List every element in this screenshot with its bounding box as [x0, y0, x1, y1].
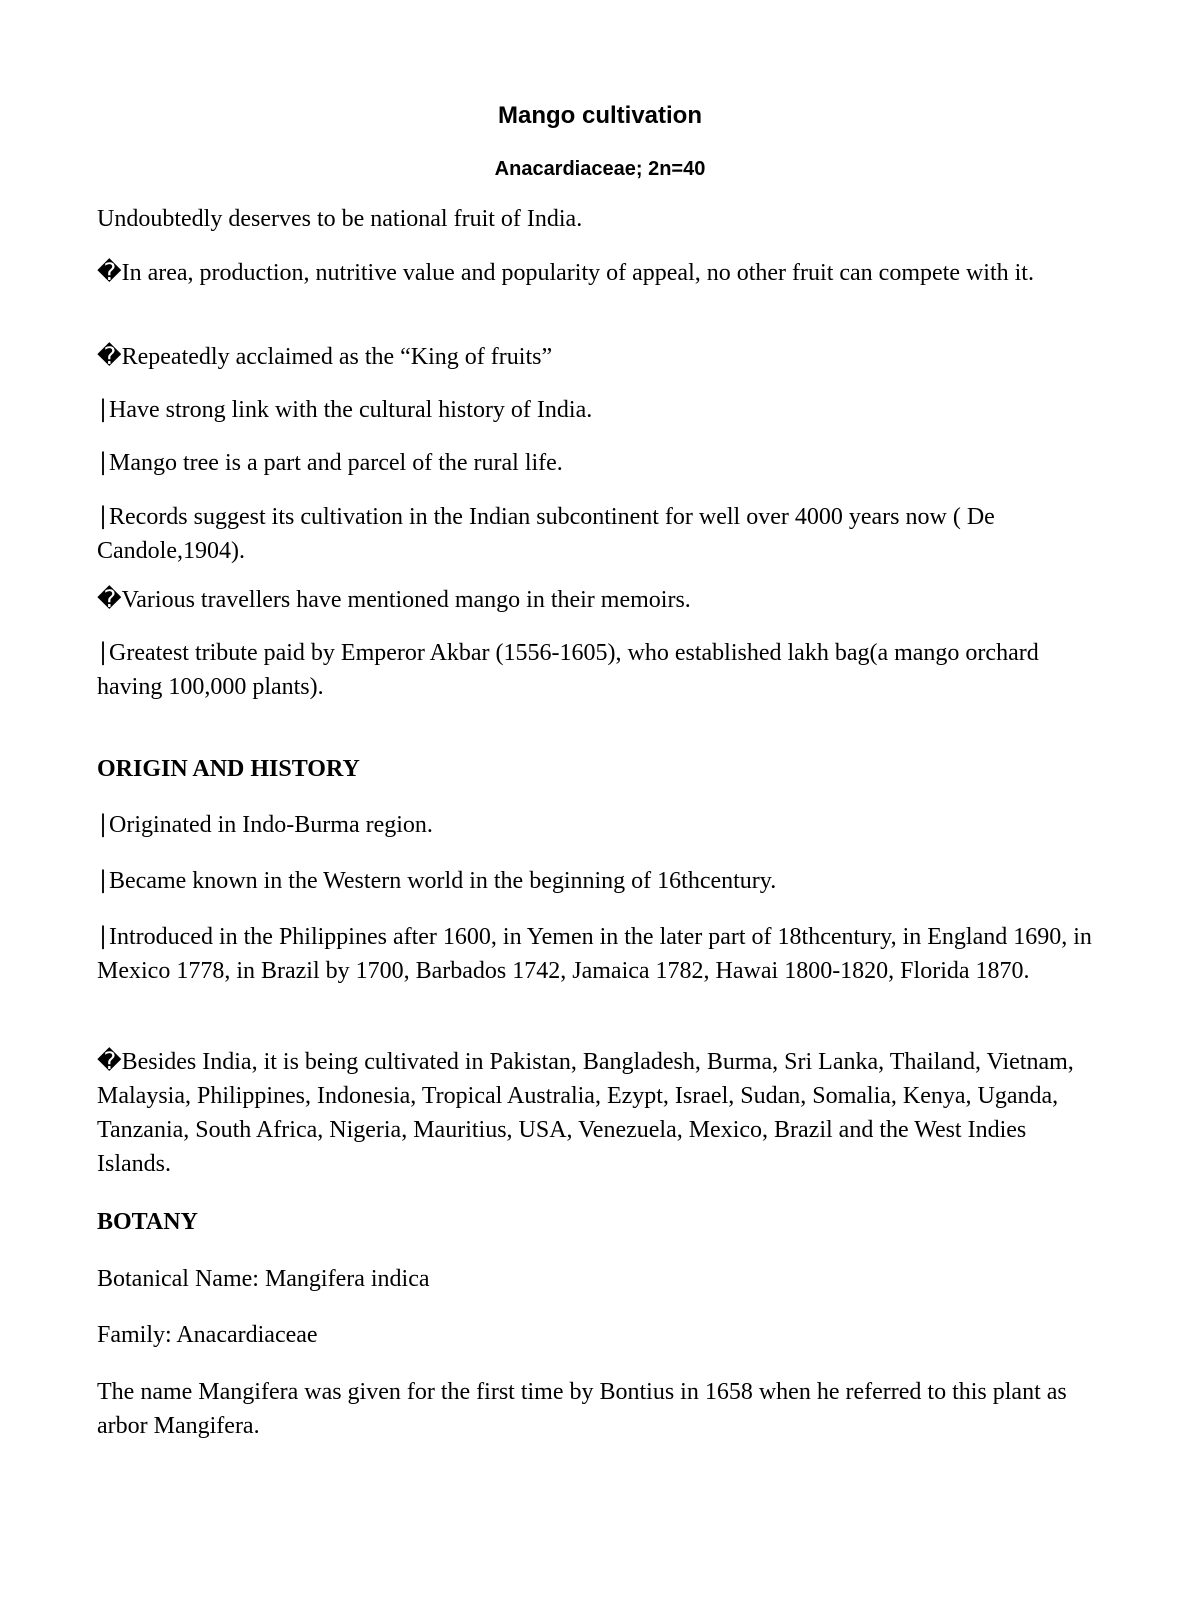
botany-paragraph: The name Mangifera was given for the first time by Bontius in 1658 when he referred to this plant as arbor Mangifera.	[97, 1379, 1067, 1439]
origin-paragraph: ∣Originated in Indo-Burma region.	[97, 812, 433, 838]
origin-paragraph: �Besides India, it is being cultivated in Pakistan, Bangladesh, Burma, Sri Lanka, Thailand, Vietnam, Malaysia, Philippines, Indonesia, Tropical Australia, Ezypt, Israel, Sudan, Somalia, Kenya, Uganda, Tanzania, South Africa, Nigeria, Mauritius, USA, Venezuela, Mexico, Brazil and the West Indies Islands.	[97, 1049, 1074, 1177]
intro-paragraph: �Various travellers have mentioned mango in their memoirs.	[97, 587, 691, 613]
intro-paragraph: ∣Have strong link with the cultural history of India.	[97, 397, 593, 423]
intro-paragraph: ∣Records suggest its cultivation in the Indian subcontinent for well over 4000 years now ( De Candole,1904).	[97, 504, 995, 564]
intro-paragraph: �In area, production, nutritive value and popularity of appeal, no other fruit can compete with it.	[97, 260, 1034, 286]
document-title: Mango cultivation	[498, 102, 702, 129]
intro-paragraph: �Repeatedly acclaimed as the “King of fruits”	[97, 344, 553, 370]
botany-paragraph: Family: Anacardiaceae	[97, 1322, 318, 1348]
intro-paragraph: Undoubtedly deserves to be national fruit of India.	[97, 206, 583, 232]
intro-paragraph: ∣Greatest tribute paid by Emperor Akbar (1556-1605), who established lakh bag(a mango orchard having 100,000 plants).	[97, 640, 1039, 700]
section-heading-botany: BOTANY	[97, 1209, 198, 1235]
document-subtitle: Anacardiaceae; 2n=40	[494, 158, 706, 180]
origin-paragraph: ∣Introduced in the Philippines after 1600, in Yemen in the later part of 18thcentury, in England 1690, in Mexico 1778, in Brazil by 1700, Barbados 1742, Jamaica 1782, Hawai 1800-1820, Florida 1870.	[97, 924, 1092, 984]
section-heading-origin: ORIGIN AND HISTORY	[97, 756, 360, 782]
intro-paragraph: ∣Mango tree is a part and parcel of the rural life.	[97, 450, 563, 476]
origin-paragraph: ∣Became known in the Western world in the beginning of 16thcentury.	[97, 868, 777, 894]
botany-paragraph: Botanical Name: Mangifera indica	[97, 1266, 430, 1292]
